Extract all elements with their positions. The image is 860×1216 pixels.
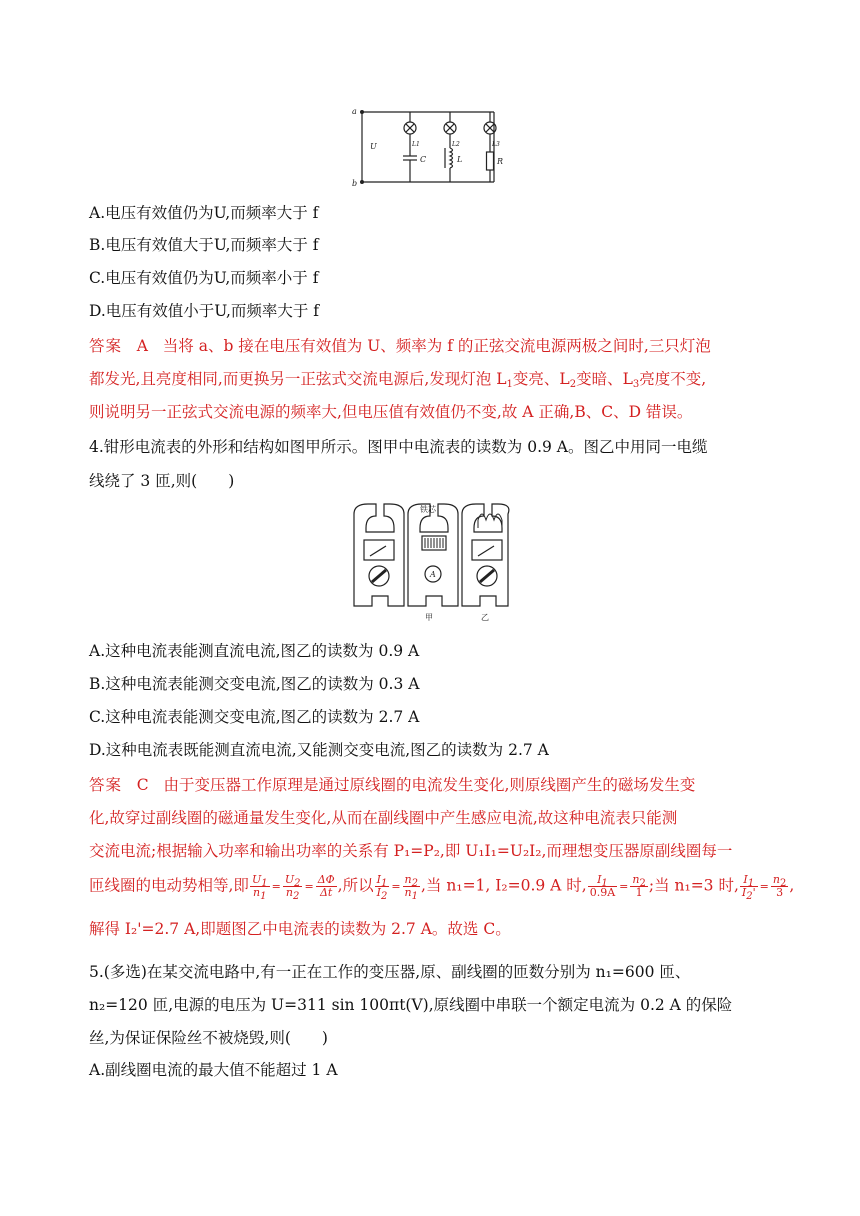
q4-answer-line-3: 交流电流;根据输入功率和输出功率的关系有 P₁=P₂,即 U₁I₁=U₂I₂,而理想变压器原副线圈每一 xyxy=(89,842,733,860)
q4-option-d: D.这种电流表既能测直流电流,又能测交变电流,图乙的读数为 2.7 A xyxy=(89,741,549,759)
q3-option-a: A.电压有效值仍为U,而频率大于 f xyxy=(89,204,319,222)
q3-option-c: C.电压有效值仍为U,而频率小于 f xyxy=(89,269,319,287)
answer-choice: C xyxy=(136,776,149,794)
q4-stem-line-1: 4.钳形电流表的外形和结构如图甲所示。图甲中电流表的读数为 0.9 A。图乙中用同一电缆 xyxy=(89,438,708,456)
q3-answer-line-2: 都发光,且亮度相同,而更换另一正弦式交流电源后,发现灯泡 $L_1$变亮、$L_2$变暗、$L_3$亮度不变, xyxy=(89,370,707,390)
q5-option-a: A.副线圈电流的最大值不能超过 1 A xyxy=(89,1061,338,1079)
answer-text: 亮度不变, xyxy=(639,370,707,388)
answer-text: ,所以 xyxy=(337,876,374,895)
fraction-i1-i2: $\frac{I_1}{I_2}$ xyxy=(376,873,388,902)
terminal-a-label: a xyxy=(352,107,357,116)
answer-text: 由于变压器工作原理是通过原线圈的电流发生变化,则原线圈产生的磁场发生变 xyxy=(163,776,696,794)
answer-choice: A xyxy=(136,337,148,355)
answer-text: 当将 a、b 接在电压有效值为 U、频率为 f 的正弦交流电源两极之间时,三只灯泡 xyxy=(162,337,711,355)
resistor-label: R xyxy=(497,157,504,166)
inductor-label: L xyxy=(457,155,463,164)
lamp-l1-label: L1 xyxy=(412,141,420,148)
q4-stem-line-2: 线绕了 3 匝,则( ) xyxy=(89,472,235,490)
q4-answer-line-1 xyxy=(89,775,695,795)
lamp-l3-label: L3 xyxy=(492,141,500,148)
q3-answer-line-3: 则说明另一正弦式交流电源的频率大,但电压值有效值仍不变,故 A 正确,B、C、D 错误。 xyxy=(89,403,693,421)
answer-text: 变亮、L xyxy=(512,370,570,388)
q5-stem-line-3: 丝,为保证保险丝不被烧毁,则( ) xyxy=(89,1029,328,1047)
q4-answer-line-2: 化,故穿过副线圈的磁通量发生变化,从而在副线圈中产生感应电流,故这种电流表只能测 xyxy=(89,809,678,827)
answer-text: 匝线圈的电动势相等,即 xyxy=(89,876,249,895)
fraction-n2-3: $\frac{n_2}{3}$ xyxy=(772,873,787,899)
clamp-meter-diagram xyxy=(350,502,510,626)
q4-answer-line-4: 匝线圈的电动势相等,即 $\frac{U_1}{n_1}$ = $\frac{U_2}{n_2}$ = $\frac{\Delta\Phi}{\Delta t}$ ,所以 $\frac{I_1}{I_2}$ = $\frac{n_2}{n_1}$ ,当 n₁=1, I₂=0.9 A 时, $\frac{I_1}{0.9A}$ = $\frac{n_2}{1}$ ;当 n₁=3 时, $\frac{I_1}{I_2'}$ = $\frac{n_2}{3}$ , xyxy=(89,873,795,902)
fraction-u1-n1: $\frac{U_1}{n_1}$ xyxy=(251,873,268,902)
answer-text: 都发光,且亮度相同,而更换另一正弦式交流电源后,发现灯泡 L xyxy=(89,370,507,388)
q5-stem-line-2: n₂=120 匝,电源的电压为 U=311 sin 100πt(V),原线圈中串联一个额定电流为 0.2 A 的保险 xyxy=(89,996,733,1014)
iron-core-label: 铁芯 xyxy=(420,505,436,514)
fraction-n2-n1: $\frac{n_2}{n_1}$ xyxy=(404,873,419,902)
q4-option-b: B.这种电流表能测交变电流,图乙的读数为 0.3 A xyxy=(89,675,420,693)
answer-label: 答案 xyxy=(89,337,123,355)
q4-answer-line-5: 解得 I₂'=2.7 A,即题图乙中电流表的读数为 2.7 A。故选 C。 xyxy=(89,920,511,938)
fraction-i1-i2prime: $\frac{I_1}{I_2'}$ xyxy=(741,873,756,902)
lamp-l2-label: L2 xyxy=(452,141,460,148)
q4-option-c: C.这种电流表能测交变电流,图乙的读数为 2.7 A xyxy=(89,708,420,726)
circuit-diagram xyxy=(348,104,508,190)
voltage-label: U xyxy=(370,142,377,151)
fraction-dphi-dt: $\frac{\Delta\Phi}{\Delta t}$ xyxy=(317,873,335,899)
q5-stem-line-1: 5.(多选)在某交流电路中,有一正在工作的变压器,原、副线圈的匝数分别为 n₁=600 匝、 xyxy=(89,963,691,981)
figure-yi-label: 乙 xyxy=(481,613,489,622)
answer-text: 变暗、L xyxy=(576,370,633,388)
ammeter-symbol: A xyxy=(430,570,436,579)
fraction-u2-n2: $\frac{U_2}{n_2}$ xyxy=(284,873,301,902)
terminal-b-label: b xyxy=(352,179,358,188)
q3-option-b: B.电压有效值大于U,而频率大于 f xyxy=(89,236,319,254)
figure-jia-label: 甲 xyxy=(425,613,433,622)
q4-option-a: A.这种电流表能测直流电流,图乙的读数为 0.9 A xyxy=(89,642,420,660)
answer-text: ,当 n₁=1, I₂=0.9 A 时, xyxy=(421,876,587,895)
fraction-n2-1: $\frac{n_2}{1}$ xyxy=(632,873,646,899)
answer-label: 答案 xyxy=(89,776,123,794)
fraction-i1-09a: $\frac{I_1}{0.9A}$ xyxy=(589,873,616,899)
capacitor-label: C xyxy=(420,155,427,164)
q3-answer-line-1 xyxy=(89,336,711,356)
answer-text: ;当 n₁=3 时, xyxy=(648,876,739,895)
q3-option-d: D.电压有效值小于U,而频率大于 f xyxy=(89,302,320,320)
